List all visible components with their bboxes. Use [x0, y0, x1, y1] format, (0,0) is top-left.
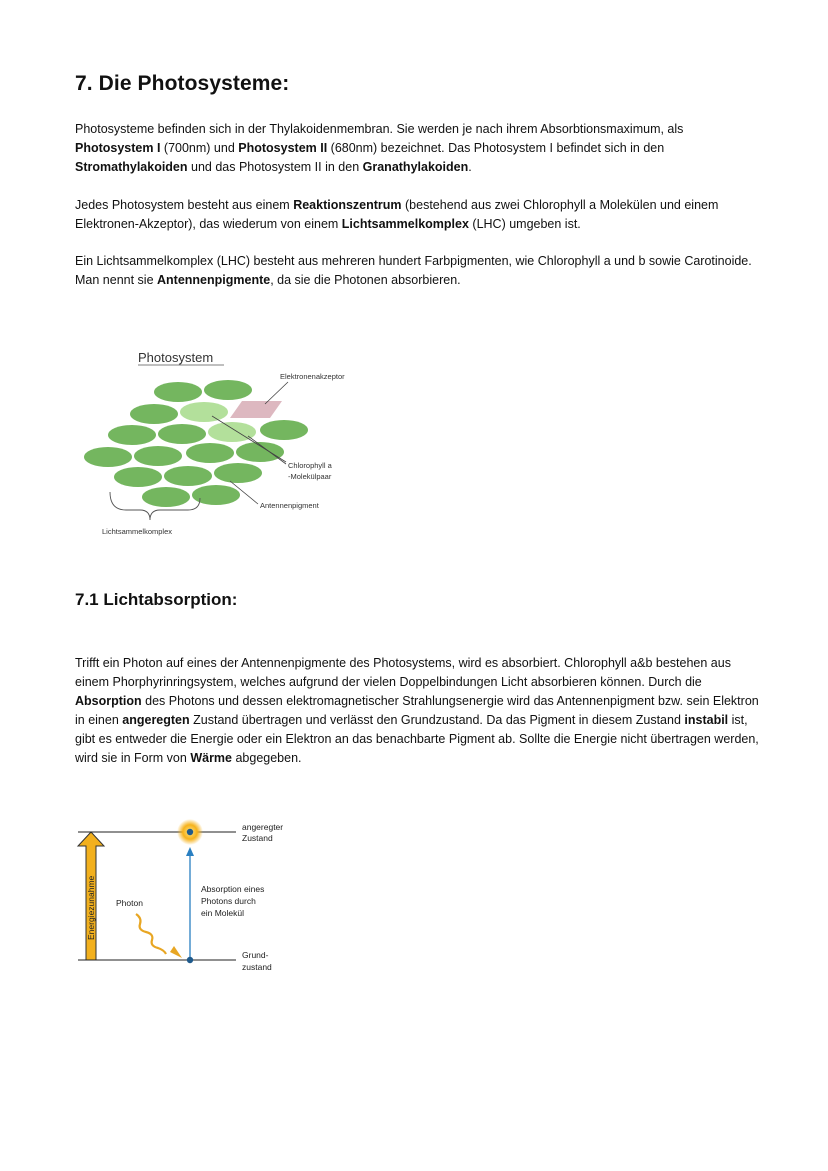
photosystem-diagram [70, 340, 390, 550]
photon-label: Photon [116, 898, 143, 908]
text-span: Zustand übertragen und verlässt den Grundzustand. Da das Pigment in diesem Zustand [189, 713, 685, 727]
text-span: Trifft ein Photon auf eines der Antennenpigmente des Photosystems, wird es absorbiert. Chlorophyll a&b bestehen aus einem Phorphyrinringsystem, welches aufgrund der vielen Doppelbindungen Licht absorbieren können. Durch die [75, 656, 731, 689]
antenna-pigment [204, 380, 252, 400]
main-heading: 7. Die Photosysteme: [75, 72, 290, 95]
antenna-pigment [142, 487, 190, 507]
text-span: abgegeben. [232, 751, 302, 765]
sub-heading: 7.1 Lichtabsorption: [75, 590, 238, 609]
antenna-pigment [134, 446, 182, 466]
label-antenna-pigment: Antennenpigment [260, 501, 319, 510]
text-span: (bestehend aus zwei Chlorophyll a Molekülen und einem Elektronen-Akzeptor), das wiederum von einem [75, 198, 719, 231]
text-span: (LHC) umgeben ist. [468, 217, 581, 231]
antenna-pigment [164, 466, 212, 486]
excited-state-label-2: Zustand [242, 833, 273, 843]
absorption-label-2: Photons durch [201, 896, 256, 906]
diagram-title: Photosystem [138, 350, 214, 365]
axis-label-energy: Energiezunahme [86, 875, 96, 940]
bold-term: Reaktionszentrum [293, 198, 402, 212]
bold-term: Lichtsammelkomplex [341, 217, 469, 231]
ground-state-label-1: Grund- [242, 950, 269, 960]
bold-term: Wärme [190, 751, 232, 765]
photon-wave [136, 914, 166, 954]
paragraph-light-absorption [75, 654, 765, 768]
ground-electron [187, 957, 193, 963]
text-span: , da sie die Photonen absorbieren. [270, 273, 461, 287]
absorption-label-1: Absorption eines [201, 884, 265, 894]
chlorophyll-a-pair [180, 402, 228, 422]
text-span: . [468, 160, 472, 174]
label-lhc: Lichtsammelkomplex [102, 527, 173, 536]
paragraph-reaction-center [75, 196, 765, 234]
bold-term: Photosystem II [238, 141, 328, 155]
antenna-pigment [84, 447, 132, 467]
antenna-pigment [130, 404, 178, 424]
excited-state-label-1: angeregter [242, 822, 284, 832]
electron-acceptor [230, 401, 282, 418]
bold-term: Absorption [75, 694, 142, 708]
antenna-pigment [214, 463, 262, 483]
paragraph-lhc [75, 252, 765, 290]
absorption-label-3: ein Molekül [201, 908, 244, 918]
text-span: ist, gibt es entweder die Energie oder ein Elektron an das benachbarte Pigment ab. Sollte die Energie nicht übertragen werden, wird sie in Form von [75, 713, 759, 765]
text-span: Ein Lichtsammelkomplex (LHC) besteht aus mehreren hundert Farbpigmenten, wie Chlorophyll a und b sowie Carotinoide. Man nennt sie [75, 254, 752, 287]
bold-term: Stromathylakoiden [75, 160, 188, 174]
bold-term: Antennenpigmente [157, 273, 271, 287]
text-span: Photosysteme befinden sich in der Thylakoidenmembran. Sie werden je nach ihrem Absorbtionsmaximum, als [75, 122, 684, 136]
absorption-arrowhead [186, 847, 194, 856]
text-span: des Photons und dessen elektromagnetischer Strahlungsenergie wird das Antennenpigment bzw. sein Elektron in einen [75, 694, 759, 727]
text-span: Jedes Photosystem besteht aus einem [75, 198, 294, 212]
antenna-pigment [108, 425, 156, 445]
antenna-pigment [186, 443, 234, 463]
bold-term: angeregten [122, 713, 190, 727]
bold-term: instabil [684, 713, 729, 727]
label-electron-acceptor: Elektronenakzeptor [280, 372, 345, 381]
energy-absorption-diagram [70, 812, 320, 982]
antenna-pigment [154, 382, 202, 402]
antenna-pigment [114, 467, 162, 487]
paragraph-photosystems-location [75, 120, 765, 177]
text-span: (700nm) und [160, 141, 239, 155]
ground-state-label-2: zustand [242, 962, 272, 972]
text-span: und das Photosystem II in den [187, 160, 363, 174]
photon-arrowhead [170, 946, 182, 958]
label-chlorophyll-pair-line2: -Molekülpaar [288, 472, 332, 481]
bold-term: Photosystem I [75, 141, 161, 155]
antenna-pigment [260, 420, 308, 440]
antenna-pigment [158, 424, 206, 444]
text-span: (680nm) bezeichnet. Das Photosystem I befindet sich in den [327, 141, 665, 155]
label-chlorophyll-pair-line1: Chlorophyll a [288, 461, 332, 470]
excited-electron [187, 829, 193, 835]
bold-term: Granathylakoiden [362, 160, 469, 174]
